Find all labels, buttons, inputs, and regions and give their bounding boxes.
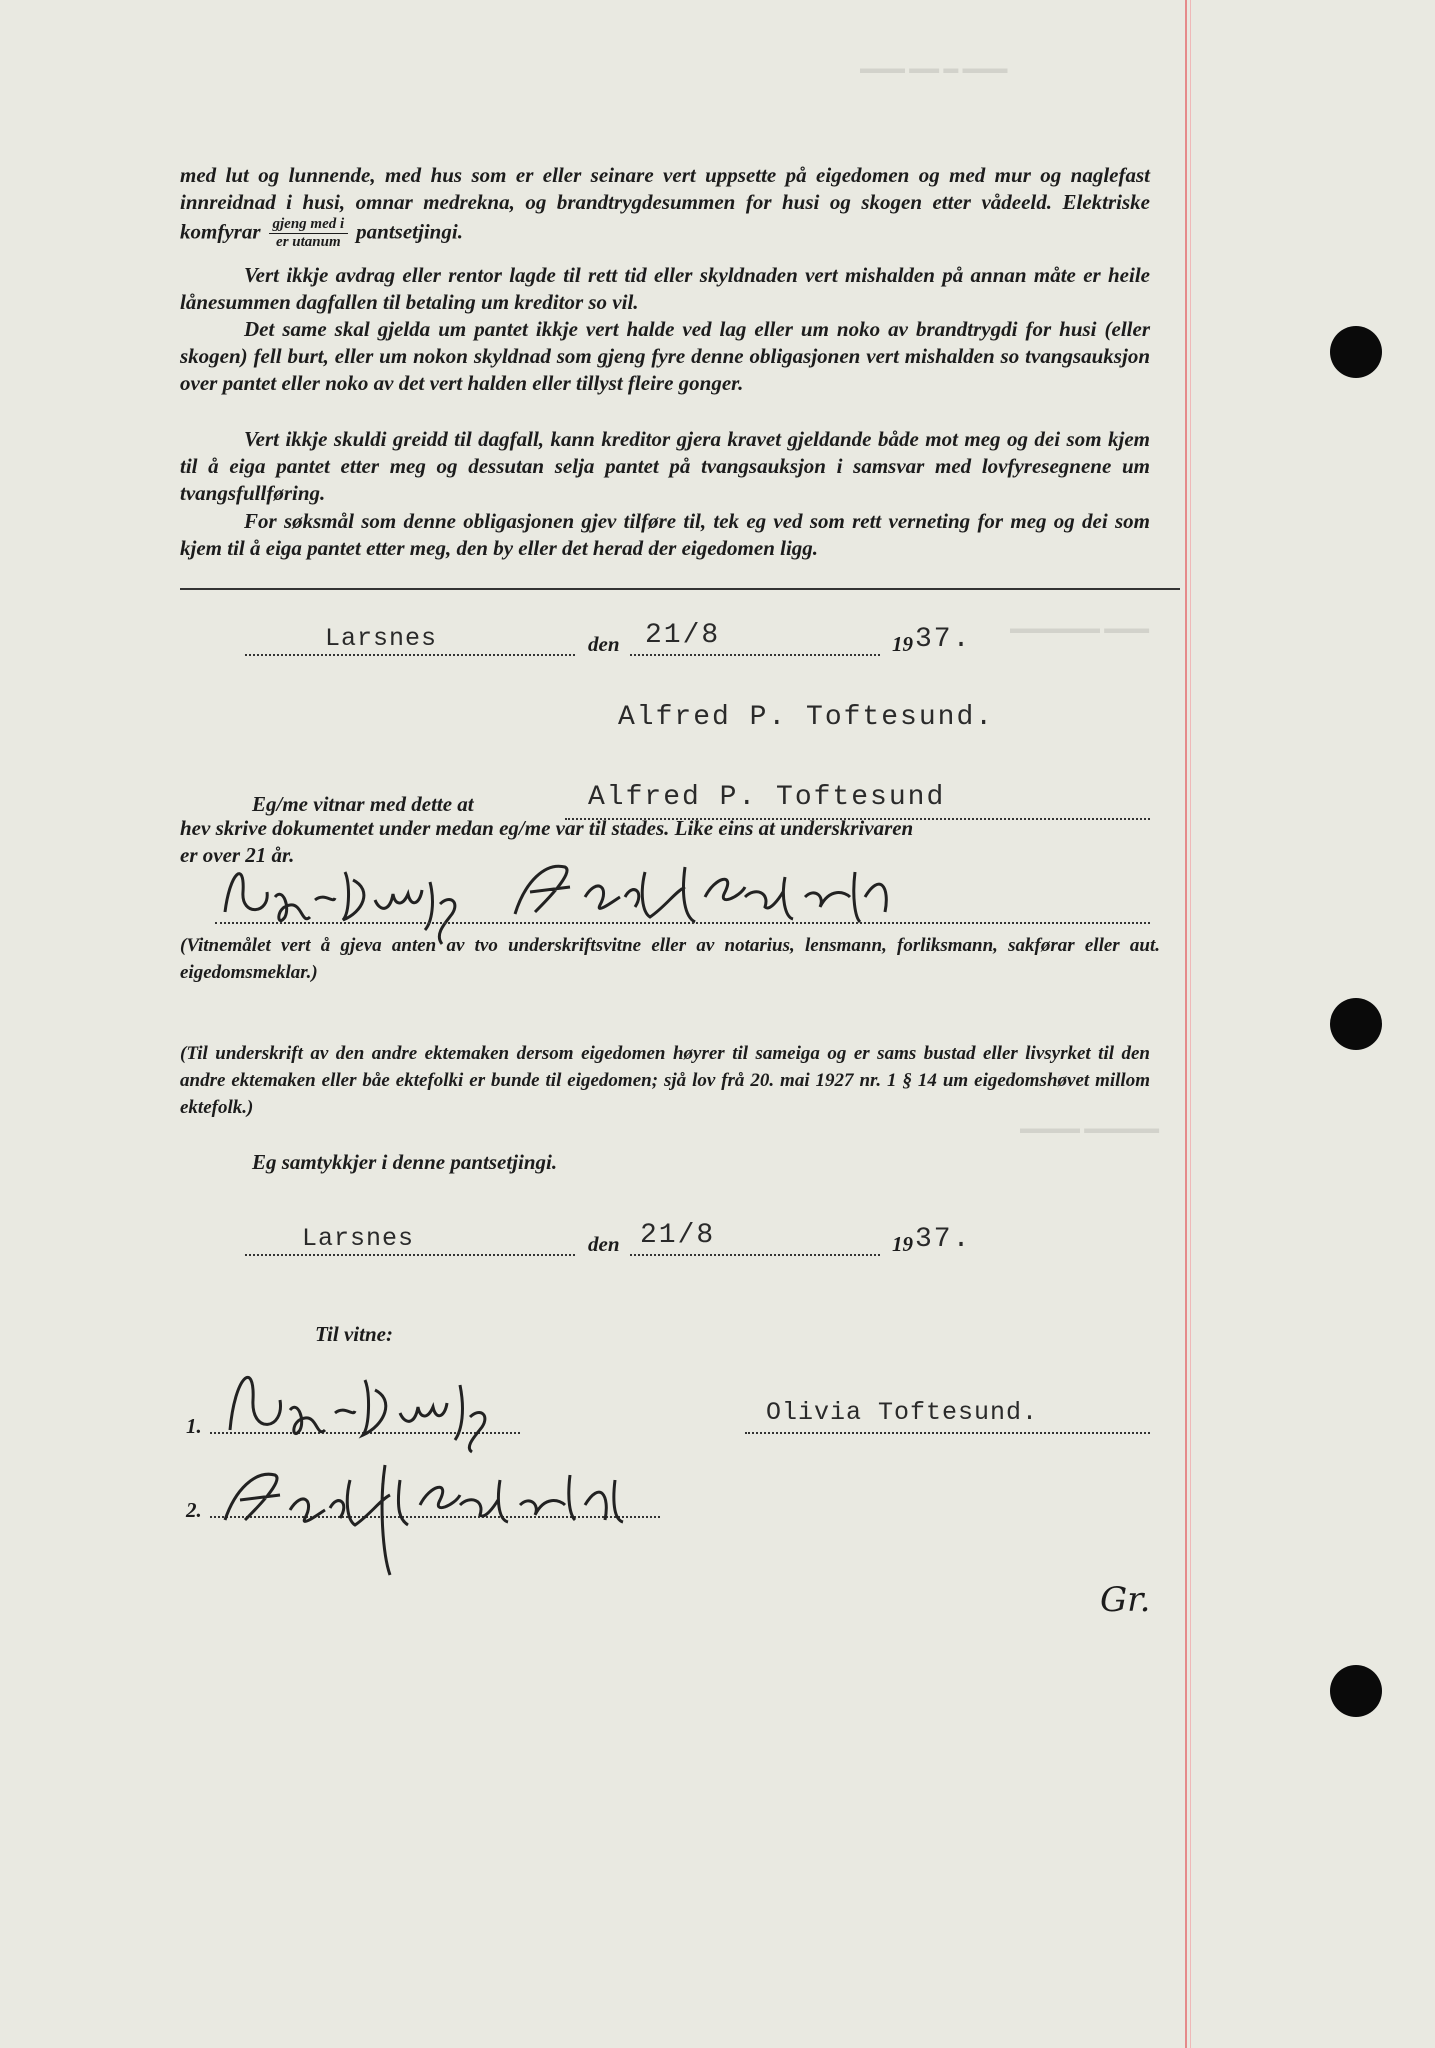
consent-statement: Eg samtykkjer i denne pantsetjingi. [252, 1150, 558, 1174]
date-line [630, 654, 880, 656]
witness-note: (Vitnemålet vert å gjeva anten av tvo underskriftsvitne eller av notarius, lensmann, forliksmann, sakførar eller aut. eigedomsmeklar.) [180, 935, 1160, 983]
binder-hole [1330, 998, 1382, 1050]
venue-paragraph [180, 508, 1150, 562]
witness-number: 1. [186, 1414, 202, 1438]
binder-hole [1330, 326, 1382, 378]
loan-terms-paragraph [180, 162, 1150, 251]
witness-1-signature [215, 1355, 535, 1450]
insurance-paragraph [180, 316, 1150, 398]
bleed-through: ▬▬▬▬▬▬ ▬▬▬ [1010, 620, 1150, 637]
paragraph-text: Vert ikkje avdrag eller rentor lagde til rett tid eller skyldnaden vert mishalden på annan måte er heile lånesummen dagfallen til betaling um kreditor so vil. [180, 263, 1150, 315]
witness-intro: Eg/me vitnar med dette at [252, 792, 474, 816]
spouse-note: (Til underskrift av den andre ektemaken dersom eigedomen høyrer til sameiga og er sams bustad eller livsyrket til den andre ektemaken eller båe ektefolki er bunde til eigedomen; sjå lov frå 20. mai 1927 nr. 1 § 14 um eigedomshøvet millom ektefolk.) [180, 1043, 1150, 1118]
witness-signatures [215, 852, 1085, 937]
margin-rule [1185, 0, 1187, 2048]
margin-rule-faint [1190, 0, 1191, 2048]
paragraph-text: Det same skal gjelda um pantet ikkje vert halde ved lag eller um noko av brandtrygdi for husi (eller skogen) fell burt, eller um nokon skyldnad som gjeng fyre denne obligasjonen vert mishalden so tvangsauksjon over pantet eller noko av det vert halden eller tillyst fleire gonger. [180, 317, 1150, 396]
witness-statement: hev skrive dokumentet under medan eg/me var til stades. Like eins at underskrivaren [180, 816, 914, 840]
paragraph-text: pantsetjingi. [356, 219, 463, 244]
witness-number: 2. [186, 1498, 202, 1522]
paragraph-text: Vert ikkje skuldi greidd til dagfall, kann kreditor gjera kravet gjeldande både mot meg og dei som kjem til å eiga pantet etter meg og dessutan selja pantet på tvangsauksjon i samsvar med lovfyresegnene um tvangsfullføring. [180, 427, 1150, 506]
bleed-through: ▬▬▬ ▬▬ ▬ ▬▬▬ [860, 60, 1008, 77]
date-label: den [588, 1232, 620, 1256]
date-label: den [588, 632, 620, 656]
date-line [630, 1254, 880, 1256]
place-line [245, 654, 575, 656]
default-paragraph [180, 262, 1150, 316]
paragraph-text: med lut og lunnende, med hus som er eller seinare vert uppsette på eigedomen og med mur og naglefast innreidnad i husi, omnar medrekna, og brandtrygdesummen for husi og skogen etter vådeeld. Elektriske komfyrar [180, 163, 1150, 244]
fraction-denominator: er utanum [276, 234, 341, 251]
age-statement: er over 21 år. [180, 843, 295, 867]
place-line [245, 1254, 575, 1256]
date-value: 21/8 [640, 1220, 716, 1251]
paragraph-text: For søksmål som denne obligasjonen gjev tilføre til, tek eg ved som rett verneting for meg og dei som kjem til å eiga pantet etter meg, den by eller det herad der eigedomen ligg. [180, 509, 1150, 561]
spouse-signature-name: Olivia Toftesund. [766, 1398, 1039, 1427]
witness-label: Til vitne: [315, 1322, 393, 1346]
place-value: Larsnes [302, 1224, 415, 1253]
fraction-choice [269, 216, 349, 251]
witness-2-signature [205, 1450, 675, 1585]
witness-signer-name: Alfred P. Toftesund [588, 782, 946, 813]
fraction-numerator: gjeng med i [269, 216, 349, 234]
section-divider [180, 588, 1180, 590]
clerk-initials: Gr. [1100, 1580, 1151, 1620]
spouse-signature-line [745, 1432, 1150, 1434]
year-value: 37. [915, 624, 972, 655]
enforcement-paragraph [180, 426, 1150, 508]
witness-signature-line [215, 922, 1150, 924]
year-value: 37. [915, 1224, 972, 1255]
bleed-through: ▬▬▬▬ ▬▬▬▬▬ [1020, 1120, 1160, 1137]
place-value: Larsnes [325, 624, 438, 653]
year-prefix: 19 [892, 632, 913, 656]
year-prefix: 19 [892, 1232, 913, 1256]
binder-hole [1330, 1665, 1382, 1717]
date-value: 21/8 [645, 620, 721, 651]
signer-name: Alfred P. Toftesund. [618, 702, 995, 733]
